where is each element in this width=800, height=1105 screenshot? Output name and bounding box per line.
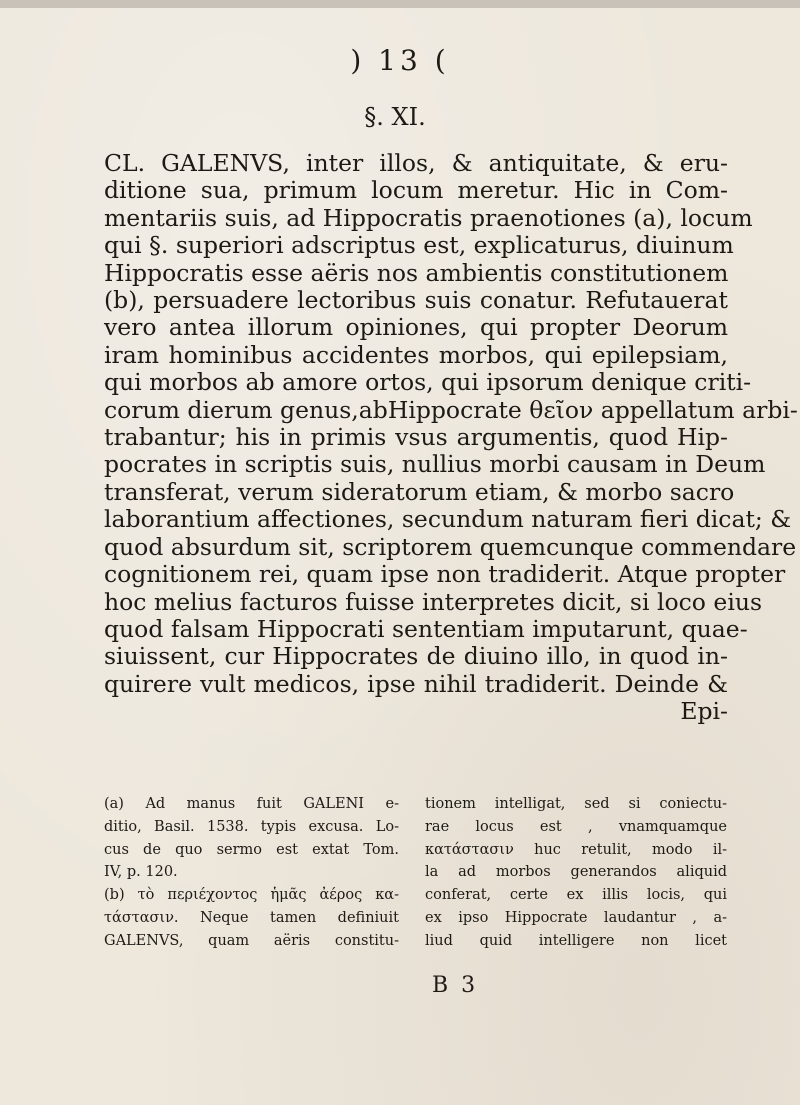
- main-text-line: transferat, verum sideratorum etiam, & morbo sacro: [104, 477, 735, 506]
- footnote-line: cus de quo sermo est extat Tom.: [104, 841, 399, 858]
- main-text-line: (b), persuadere lectoribus suis conatur. Refutauerat: [104, 286, 728, 315]
- footnote-line: (a) Ad manus fuit GALENI e-: [104, 796, 399, 812]
- footnote-line: (b) τὸ περιέχοντος ἡμᾶς ἀέρος κα-: [104, 887, 399, 904]
- footnote-line: la ad morbos generandos aliquid: [425, 864, 727, 881]
- footnotes-left-column: [104, 793, 399, 953]
- main-text-line: pocrates in scriptis suis, nullius morbi causam in Deum: [104, 450, 766, 479]
- footnote-line: τάστασιν. Neque tamen definiuit: [104, 909, 399, 926]
- footnote-separator: [104, 785, 728, 786]
- footnote-line: κατάστασιν huc retulit, modo il-: [425, 841, 727, 858]
- footnote-line: conferat, certe ex illis locis, qui: [425, 887, 727, 904]
- page-top-edge: [0, 0, 800, 8]
- main-text-line: quod absurdum sit, scriptorem quemcunque commendare: [104, 532, 797, 561]
- footnote-line: IV, p. 120.: [104, 864, 178, 881]
- main-text-line: hoc melius facturos fuisse interpretes dicit, si loco eius: [104, 587, 763, 616]
- footnote-line: ditio, Basil. 1538. typis excusa. Lo-: [104, 818, 399, 835]
- main-text-block: [104, 149, 798, 726]
- main-text-line: vero antea illorum opiniones, qui propter Deorum: [104, 313, 728, 342]
- main-text-line: iram hominibus accidentes morbos, qui epilepsiam,: [104, 340, 728, 369]
- main-text-line: trabantur; his in primis vsus argumentis, quod Hip-: [104, 423, 728, 452]
- main-text-line: qui §. superiori adscriptus est, explicaturus, diuinum: [104, 231, 734, 260]
- main-text-line: quirere vult medicos, ipse nihil tradiderit. Deinde &: [104, 669, 728, 698]
- footnote-line: tionem intelligat, sed si coniectu-: [425, 796, 727, 812]
- section-heading: §. XI.: [364, 103, 426, 131]
- running-head-page-number: ) 13 (: [350, 44, 450, 77]
- footnote-line: liud quid intelligere non licet: [425, 932, 727, 949]
- signature-mark: B 3: [432, 973, 479, 998]
- main-text-line: ditione sua, primum locum meretur. Hic in Com-: [104, 176, 728, 205]
- main-text-line: qui morbos ab amore ortos, qui ipsorum denique criti-: [104, 368, 752, 397]
- main-text-line: mentariis suis, ad Hippocratis praenotiones (a), locum: [104, 203, 753, 232]
- footnote-line: rae locus est , vnamquamque: [425, 818, 727, 835]
- catchword: Epi-: [680, 697, 728, 726]
- footnote-line: GALENVS, quam aëris constitu-: [104, 932, 399, 949]
- main-text-line: corum dierum genus,abHippocrate θεῖον appellatum arbi-: [104, 395, 798, 424]
- main-text-line: quod falsam Hippocrati sententiam imputarunt, quae-: [104, 614, 748, 643]
- main-text-line: CL. GALENVS, inter illos, & antiquitate, & eru-: [104, 149, 728, 177]
- footnote-line: ex ipso Hippocrate laudantur , a-: [425, 909, 727, 926]
- footnotes-right-column: [425, 793, 727, 953]
- main-text-line: laborantium affectiones, secundum naturam fieri dicat; &: [104, 505, 792, 534]
- main-text-line: cognitionem rei, quam ipse non tradiderit. Atque propter: [104, 560, 786, 589]
- main-text-line: Hippocratis esse aëris nos ambientis constitutionem: [104, 258, 729, 287]
- main-text-line: siuissent, cur Hippocrates de diuino illo, in quod in-: [104, 642, 728, 671]
